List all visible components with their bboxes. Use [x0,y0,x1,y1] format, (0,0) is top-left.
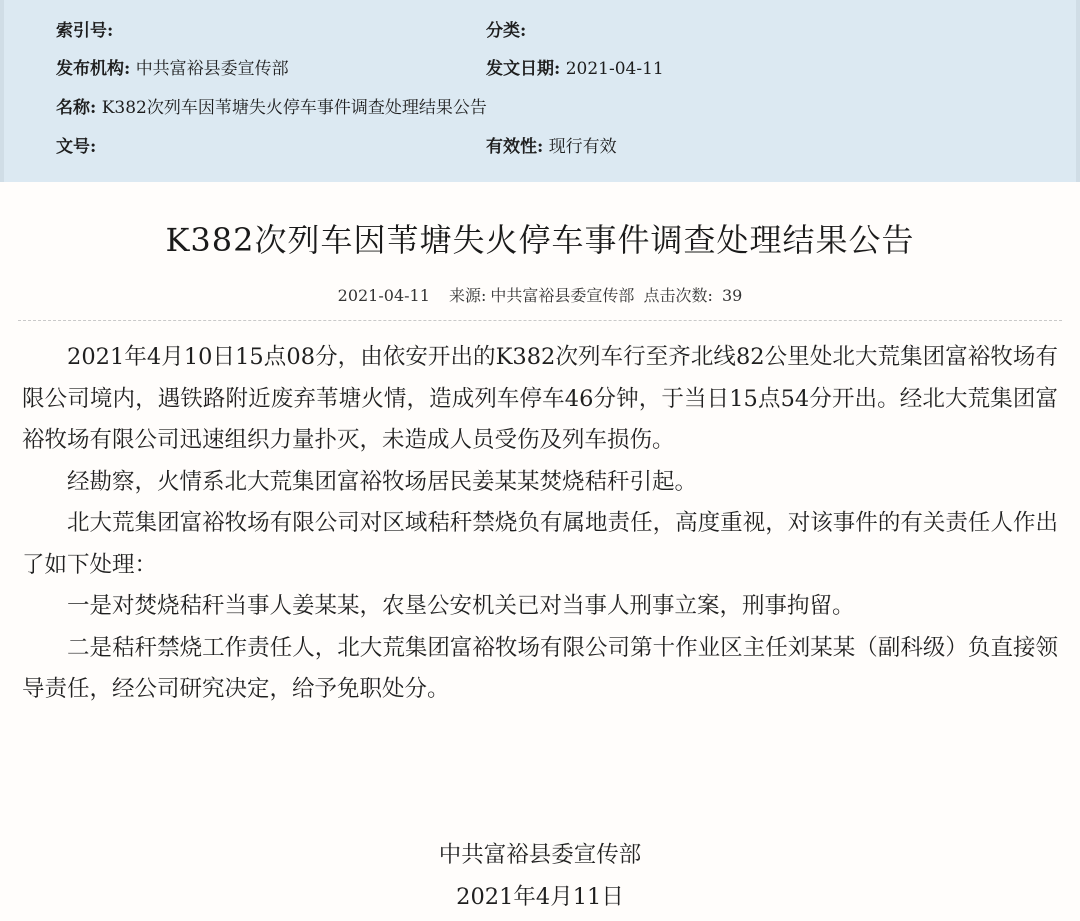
signoff-organization: 中共富裕县委宣传部 [438,842,642,868]
validity-value: 现行有效 [548,137,617,157]
article-date: 2021-04-11 [337,286,430,305]
validity-row [486,135,617,159]
share-buttons-bar [86,915,286,921]
validity-label: 有效性: [486,137,544,157]
issue-date-row [486,57,664,81]
click-count-label: 点击次数: [643,286,713,305]
dashed-divider [18,320,1062,321]
index-number-label: 索引号: [56,21,114,41]
article-info-line [0,285,1080,307]
source-label: 来源: [448,286,487,305]
paragraph: 一是对焚烧秸秆当事人姜某某，农垦公安机关已对当事人刑事立案，刑事拘留。 [67,593,855,619]
article-title: K382次列车因苇塘失火停车事件调查处理结果公告 [165,221,915,259]
index-number-row [56,19,113,43]
click-count-value: 39 [722,286,743,305]
publisher-label: 发布机构: [56,59,131,79]
source-value: 中共富裕县委宣传部 [490,286,635,305]
article-body [22,337,1058,711]
document-name-value: K382次列车因苇塘失火停车事件调查处理结果公告 [101,98,487,118]
document-name-label: 名称: [56,98,97,118]
paragraph: 二是秸秆禁烧工作责任人，北大荒集团富裕牧场有限公司第十作业区主任刘某某（副科级）负直接领导责任，经公司研究决定，给予免职处分。 [22,634,1058,702]
document-name-row [56,96,487,120]
document-number-row [56,135,96,159]
publisher-value: 中共富裕县委宣传部 [135,59,289,79]
document-metadata-panel [0,0,1080,182]
category-row [486,19,526,43]
issue-date-value: 2021-04-11 [565,59,664,79]
paragraph: 经勘察，火情系北大荒集团富裕牧场居民姜某某焚烧秸秆引起。 [67,468,698,495]
publisher-row [56,57,289,81]
category-label: 分类: [486,21,527,41]
paragraph: 2021年4月10日15点08分，由依安开出的K382次列车行至齐北线82公里处北大荒集团富裕牧场有限公司境内，遇铁路附近废弃苇塘火情，造成列车停车46分钟，于当日15点54分开出。经北大荒集团富裕牧场有限公司迅速组织力量扑灭，未造成人员受伤及列车损伤。 [22,344,1058,453]
document-number-label: 文号: [56,137,97,157]
issue-date-label: 发文日期: [486,59,561,79]
signoff-date: 2021年4月11日 [456,884,624,910]
paragraph: 北大荒集团富裕牧场有限公司对区域秸秆禁烧负有属地责任，高度重视，对该事件的有关责任人作出了如下处理： [22,510,1058,578]
